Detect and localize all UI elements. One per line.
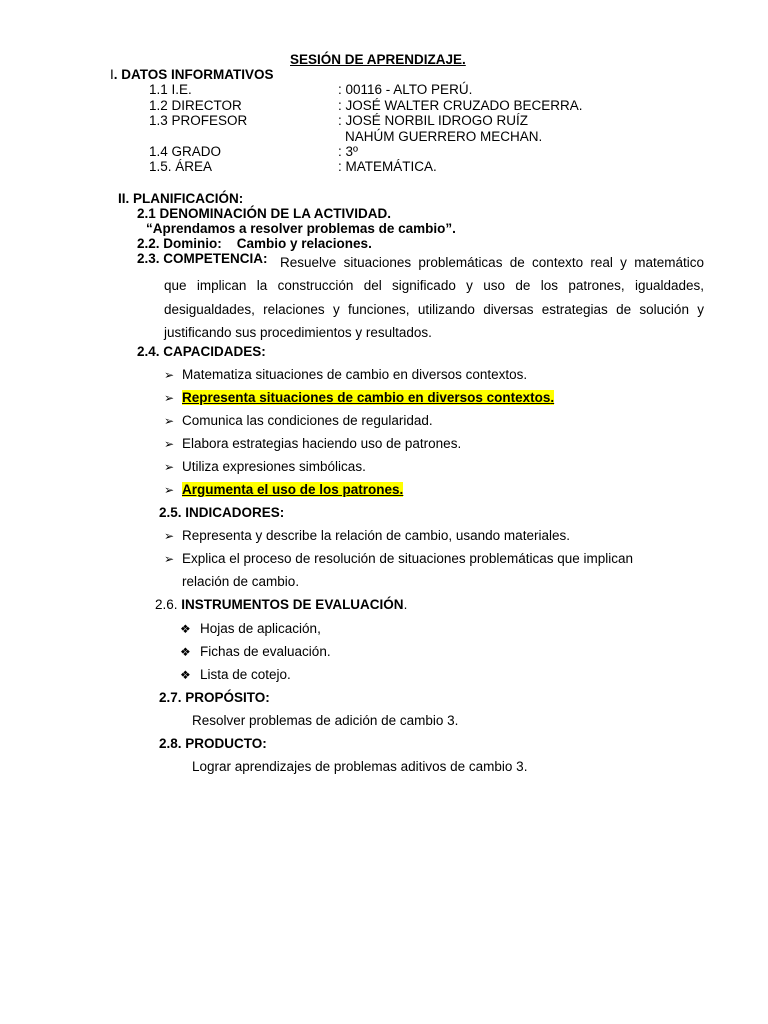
capacidad-text: Representa situaciones de cambio en diversos contextos (182, 390, 551, 405)
denominacion-text: “Aprendamos a resolver problemas de cambio”. (146, 221, 456, 236)
competencia-line-2: que implican la construcción del significado y uso de los patrones, igualdades, (164, 278, 704, 294)
competencia-paragraph (164, 251, 704, 344)
denominacion-heading: 2.1 DENOMINACIÓN DE LA ACTIVIDAD. (137, 206, 392, 221)
arrow-bullet-icon: ➢ (164, 437, 175, 451)
competencia-label: 2.3. COMPETENCIA: (137, 251, 268, 266)
producto-text: Lograr aprendizajes de problemas aditivos de cambio 3. (192, 759, 528, 774)
instrumentos-dot: . (403, 597, 408, 612)
arrow-bullet-icon: ➢ (164, 529, 175, 543)
document-title: SESIÓN DE APRENDIZAJE. (290, 52, 466, 67)
capacidad-item (164, 436, 461, 452)
capacidad-suffix: . (550, 390, 555, 405)
section-1-roman: I (110, 67, 114, 82)
info-label-director: 1.2 DIRECTOR (149, 98, 242, 113)
indicador-continuation: relación de cambio. (182, 574, 300, 589)
arrow-bullet-icon: ➢ (164, 368, 175, 382)
instrumento-item (180, 644, 331, 660)
capacidades-heading: 2.4. CAPACIDADES: (137, 344, 266, 359)
capacidad-text: Utiliza expresiones simbólicas. (182, 459, 366, 474)
proposito-text: Resolver problemas de adición de cambio 3. (192, 713, 459, 728)
section-1-heading (110, 67, 274, 83)
capacidad-text-highlighted (182, 390, 554, 405)
info-value-director: : JOSÉ WALTER CRUZADO BECERRA. (338, 98, 583, 113)
arrow-bullet-icon: ➢ (164, 391, 175, 405)
capacidad-text: Matematiza situaciones de cambio en diversos contextos. (182, 367, 528, 382)
capacidad-item (164, 459, 366, 475)
capacidad-text: Elabora estrategias haciendo uso de patrones. (182, 436, 462, 451)
arrow-bullet-icon: ➢ (164, 414, 175, 428)
section-2-heading: II. PLANIFICACIÓN: (118, 191, 244, 206)
info-value-ie: : 00116 - ALTO PERÚ. (338, 82, 473, 97)
info-value-profesor: : JOSÉ NORBIL IDROGO RUÍZ (338, 113, 529, 128)
capacidad-text-highlighted: Argumenta el uso de los patrones. (182, 482, 404, 497)
indicador-text: Representa y describe la relación de cambio, usando materiales. (182, 528, 570, 543)
instrumento-text: Fichas de evaluación. (200, 644, 331, 659)
instrumento-text: Hojas de aplicación, (200, 621, 321, 636)
instrumento-item (180, 667, 291, 683)
diamond-bullet-icon: ❖ (180, 668, 191, 682)
diamond-bullet-icon: ❖ (180, 622, 191, 636)
diamond-bullet-icon: ❖ (180, 645, 191, 659)
info-label-profesor: 1.3 PROFESOR (149, 113, 248, 128)
indicador-text: Explica el proceso de resolución de situaciones problemáticas que implican (182, 551, 633, 566)
dominio-row (137, 236, 372, 252)
indicadores-heading: 2.5. INDICADORES: (159, 505, 285, 520)
info-value-grado: : 3º (338, 144, 358, 159)
info-value-area: : MATEMÁTICA. (338, 159, 437, 174)
instrumentos-heading (155, 597, 407, 613)
info-label-grado: 1.4 GRADO (149, 144, 222, 159)
arrow-bullet-icon: ➢ (164, 552, 175, 566)
competencia-line-1: Resuelve situaciones problemáticas de contexto real y matemático (280, 255, 704, 270)
capacidad-item (164, 367, 527, 383)
competencia-line-3: desigualdades, relaciones y funciones, utilizando diversas estrategias de solución y (164, 301, 704, 317)
competencia-line-4: justificando sus procedimientos y resultados. (164, 324, 432, 340)
instrumento-item (180, 621, 321, 637)
dominio-label: 2.2. Dominio: (137, 236, 222, 251)
section-1-title: . DATOS INFORMATIVOS (113, 67, 274, 82)
capacidad-item (164, 482, 403, 498)
arrow-bullet-icon: ➢ (164, 460, 175, 474)
instrumento-text: Lista de cotejo. (200, 667, 291, 682)
dominio-value: Cambio y relaciones. (236, 236, 372, 251)
arrow-bullet-icon: ➢ (164, 483, 175, 497)
capacidad-item (164, 413, 433, 429)
capacidad-text: Comunica las condiciones de regularidad. (182, 413, 433, 428)
indicador-item (164, 551, 633, 567)
info-label-ie: 1.1 I.E. (149, 82, 192, 97)
indicador-item (164, 528, 570, 544)
capacidad-item (164, 390, 554, 406)
producto-heading: 2.8. PRODUCTO: (159, 736, 267, 751)
info-label-area: 1.5. ÁREA (149, 159, 213, 174)
info-value-profesor-2: NAHÚM GUERRERO MECHAN. (345, 129, 543, 144)
proposito-heading: 2.7. PROPÓSITO: (159, 690, 270, 705)
instrumentos-title: INSTRUMENTOS DE EVALUACIÓN (181, 597, 404, 612)
instrumentos-number: 2.6. (155, 597, 178, 612)
